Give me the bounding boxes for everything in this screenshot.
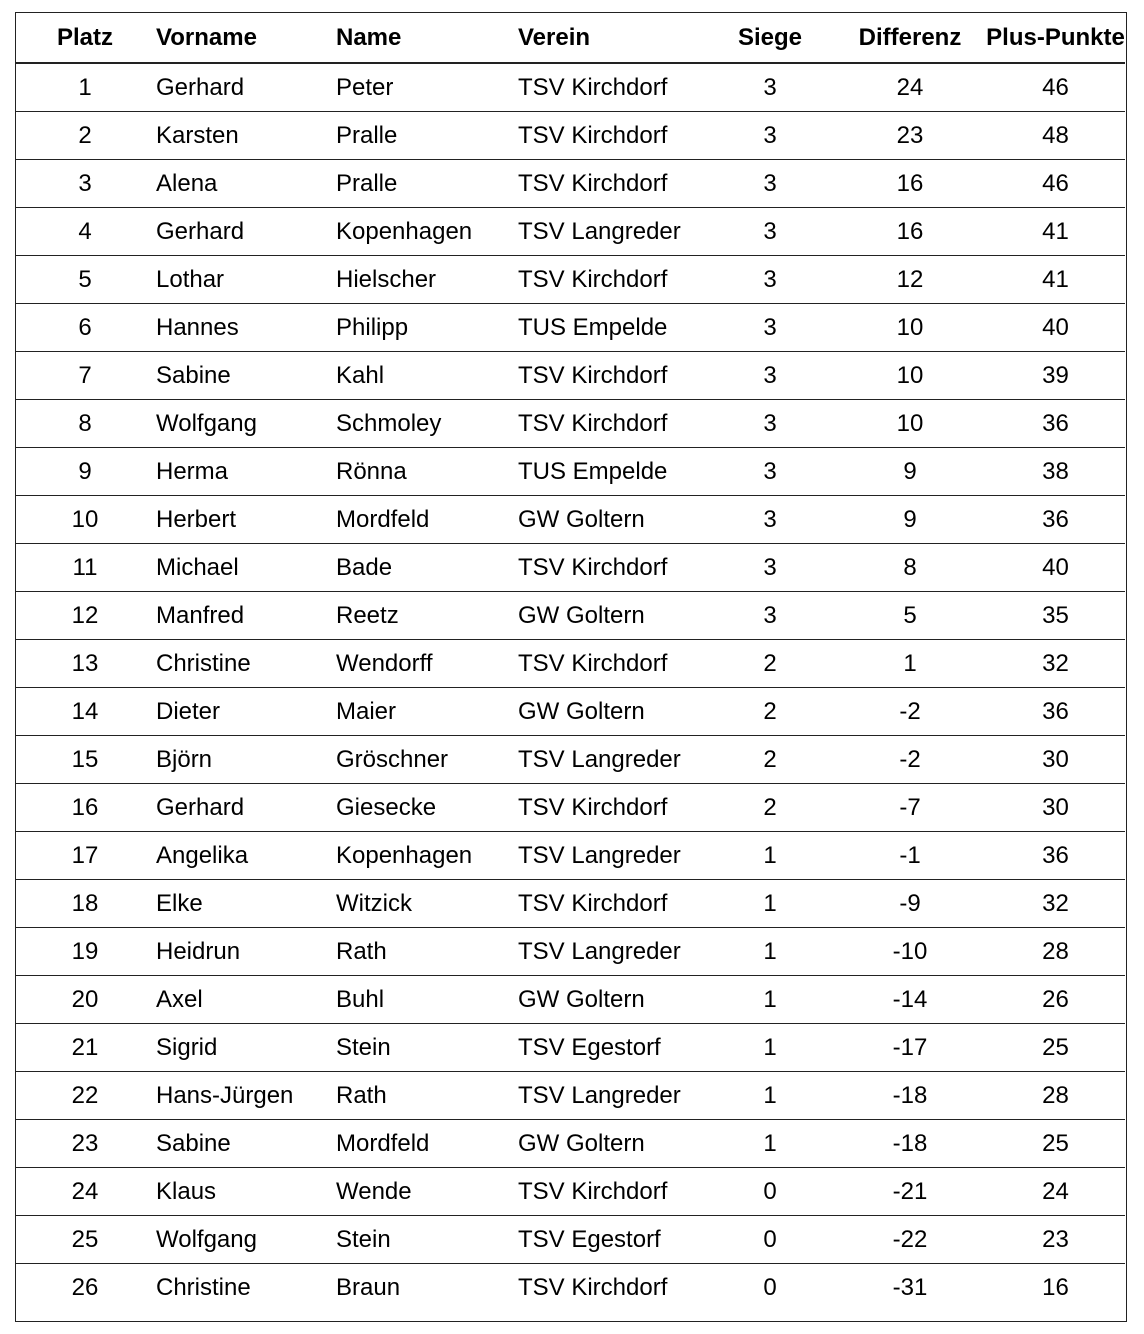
cell-verein: TSV Kirchdorf bbox=[518, 400, 706, 448]
cell-vorname: Alena bbox=[154, 160, 336, 208]
cell-differenz: 10 bbox=[834, 400, 986, 448]
cell-name: Bade bbox=[336, 544, 518, 592]
cell-siege: 1 bbox=[706, 928, 834, 976]
cell-differenz: 23 bbox=[834, 112, 986, 160]
cell-platz: 5 bbox=[16, 256, 154, 304]
cell-differenz: 9 bbox=[834, 496, 986, 544]
cell-name: Kopenhagen bbox=[336, 208, 518, 256]
header-vorname: Vorname bbox=[154, 13, 336, 63]
cell-siege: 3 bbox=[706, 256, 834, 304]
cell-verein: TSV Langreder bbox=[518, 928, 706, 976]
cell-differenz: 1 bbox=[834, 640, 986, 688]
standings-sheet bbox=[15, 12, 1127, 1322]
cell-platz: 23 bbox=[16, 1120, 154, 1168]
table-body bbox=[16, 63, 1125, 1311]
cell-verein: TUS Empelde bbox=[518, 304, 706, 352]
cell-verein: GW Goltern bbox=[518, 592, 706, 640]
cell-siege: 3 bbox=[706, 160, 834, 208]
header-plus-punkte: Plus-Punkte bbox=[986, 13, 1125, 63]
cell-verein: TSV Langreder bbox=[518, 736, 706, 784]
cell-verein: TSV Kirchdorf bbox=[518, 1273, 668, 1301]
cell-vorname: Gerhard bbox=[154, 208, 336, 256]
cell-name: Buhl bbox=[336, 976, 518, 1024]
cell-plus-punkte: 41 bbox=[986, 208, 1125, 256]
cell-differenz: 8 bbox=[834, 544, 986, 592]
cell-verein: GW Goltern bbox=[518, 976, 706, 1024]
cell-name: Mordfeld bbox=[336, 1120, 518, 1168]
cell-name: Wende bbox=[336, 1168, 518, 1216]
cell-siege: 2 bbox=[706, 640, 834, 688]
cell-platz: 26 bbox=[71, 1273, 99, 1301]
cell-verein: TSV Kirchdorf bbox=[518, 352, 706, 400]
table-row bbox=[16, 880, 1125, 928]
table-row bbox=[16, 1168, 1125, 1216]
cell-platz: 15 bbox=[16, 736, 154, 784]
cell-vorname: Herma bbox=[154, 448, 336, 496]
cell-verein: TSV Kirchdorf bbox=[518, 640, 706, 688]
cell-platz: 25 bbox=[16, 1216, 154, 1264]
cell-verein: TSV Langreder bbox=[518, 832, 706, 880]
cell-verein: TUS Empelde bbox=[518, 448, 706, 496]
cell-plus-punkte: 16 bbox=[1042, 1273, 1069, 1301]
cell-differenz: -2 bbox=[834, 736, 986, 784]
cell-plus-punkte: 40 bbox=[986, 544, 1125, 592]
cell-platz: 10 bbox=[16, 496, 154, 544]
cell-plus-punkte: 24 bbox=[986, 1168, 1125, 1216]
cell-plus-punkte: 32 bbox=[986, 880, 1125, 928]
cell-differenz: 24 bbox=[834, 63, 986, 112]
cell-name: Gröschner bbox=[336, 736, 518, 784]
cell-siege: 3 bbox=[706, 496, 834, 544]
cell-name: Pralle bbox=[336, 112, 518, 160]
cell-differenz: 10 bbox=[834, 352, 986, 400]
cell-plus-punkte: 35 bbox=[986, 592, 1125, 640]
cell-differenz: 9 bbox=[834, 448, 986, 496]
cell-platz: 16 bbox=[16, 784, 154, 832]
cell-platz: 2 bbox=[16, 112, 154, 160]
cell-verein: GW Goltern bbox=[518, 1120, 706, 1168]
table-row bbox=[16, 400, 1125, 448]
cell-verein: TSV Egestorf bbox=[518, 1024, 706, 1072]
cell-platz: 7 bbox=[16, 352, 154, 400]
table-row bbox=[16, 976, 1125, 1024]
cell-platz: 1 bbox=[16, 63, 154, 112]
cell-plus-punkte: 36 bbox=[986, 400, 1125, 448]
cell-platz: 3 bbox=[16, 160, 154, 208]
cell-name: Pralle bbox=[336, 160, 518, 208]
table-row bbox=[16, 640, 1125, 688]
cell-vorname: Dieter bbox=[154, 688, 336, 736]
cell-verein: TSV Kirchdorf bbox=[518, 1168, 706, 1216]
table-row bbox=[16, 784, 1125, 832]
cell-verein: TSV Kirchdorf bbox=[518, 256, 706, 304]
cell-vorname: Hans-Jürgen bbox=[154, 1072, 336, 1120]
cell-name: Rath bbox=[336, 928, 518, 976]
cell-siege: 1 bbox=[706, 880, 834, 928]
cell-platz: 24 bbox=[16, 1168, 154, 1216]
cell-vorname: Gerhard bbox=[154, 63, 336, 112]
cell-platz: 9 bbox=[16, 448, 154, 496]
table-row bbox=[16, 160, 1125, 208]
cell-siege: 1 bbox=[706, 1072, 834, 1120]
cell-siege: 3 bbox=[706, 63, 834, 112]
cell-plus-punkte: 36 bbox=[986, 496, 1125, 544]
cell-differenz: -18 bbox=[834, 1120, 986, 1168]
cell-name: Kahl bbox=[336, 352, 518, 400]
cell-siege: 1 bbox=[706, 832, 834, 880]
cell-siege: 3 bbox=[706, 400, 834, 448]
cell-siege: 0 bbox=[706, 1168, 834, 1216]
header-verein: Verein bbox=[518, 13, 706, 63]
cell-name: Rönna bbox=[336, 448, 518, 496]
cell-vorname: Lothar bbox=[154, 256, 336, 304]
cell-name: Stein bbox=[336, 1216, 518, 1264]
cell-platz: 21 bbox=[16, 1024, 154, 1072]
cell-verein: TSV Kirchdorf bbox=[518, 880, 706, 928]
cell-verein: TSV Egestorf bbox=[518, 1216, 706, 1264]
cell-vorname: Axel bbox=[154, 976, 336, 1024]
cell-siege: 2 bbox=[706, 784, 834, 832]
cell-name: Wendorff bbox=[336, 640, 518, 688]
cell-platz: 18 bbox=[16, 880, 154, 928]
cell-vorname: Christine bbox=[154, 640, 336, 688]
cell-plus-punkte: 39 bbox=[986, 352, 1125, 400]
cell-plus-punkte: 26 bbox=[986, 976, 1125, 1024]
cell-siege: 3 bbox=[706, 352, 834, 400]
cell-plus-punkte: 38 bbox=[986, 448, 1125, 496]
table-row bbox=[16, 208, 1125, 256]
cell-siege: 0 bbox=[706, 1216, 834, 1264]
cell-differenz: -17 bbox=[834, 1024, 986, 1072]
cell-name: Philipp bbox=[336, 304, 518, 352]
cell-platz: 6 bbox=[16, 304, 154, 352]
cell-plus-punkte: 36 bbox=[986, 688, 1125, 736]
table-row bbox=[16, 496, 1125, 544]
header-row bbox=[16, 13, 1125, 63]
cell-differenz: 16 bbox=[834, 160, 986, 208]
cell-siege: 3 bbox=[706, 544, 834, 592]
cell-siege: 1 bbox=[706, 1024, 834, 1072]
cell-vorname: Angelika bbox=[154, 832, 336, 880]
table-row bbox=[16, 63, 1125, 112]
cell-platz: 19 bbox=[16, 928, 154, 976]
cell-differenz: -9 bbox=[834, 880, 986, 928]
cell-platz: 20 bbox=[16, 976, 154, 1024]
table-row bbox=[16, 736, 1125, 784]
cell-differenz: -7 bbox=[834, 784, 986, 832]
cell-vorname: Klaus bbox=[154, 1168, 336, 1216]
table-row bbox=[16, 832, 1125, 880]
cell-plus-punkte: 28 bbox=[986, 928, 1125, 976]
cell-vorname: Björn bbox=[154, 736, 336, 784]
cell-plus-punkte: 25 bbox=[986, 1120, 1125, 1168]
cell-differenz: -10 bbox=[834, 928, 986, 976]
cell-vorname: Sabine bbox=[154, 1120, 336, 1168]
cell-name: Rath bbox=[336, 1072, 518, 1120]
header-platz: Platz bbox=[16, 13, 154, 63]
cell-vorname: Gerhard bbox=[154, 784, 336, 832]
cell-differenz: -1 bbox=[834, 832, 986, 880]
table-row bbox=[16, 112, 1125, 160]
cell-plus-punkte: 46 bbox=[986, 160, 1125, 208]
cell-differenz: 12 bbox=[834, 256, 986, 304]
cell-vorname: Herbert bbox=[154, 496, 336, 544]
cell-differenz: -22 bbox=[834, 1216, 986, 1264]
cell-vorname: Manfred bbox=[154, 592, 336, 640]
table-row bbox=[16, 1024, 1125, 1072]
cell-plus-punkte: 36 bbox=[986, 832, 1125, 880]
cell-name: Witzick bbox=[336, 880, 518, 928]
cell-vorname: Michael bbox=[154, 544, 336, 592]
cell-verein: TSV Kirchdorf bbox=[518, 63, 706, 112]
cell-siege: 2 bbox=[706, 688, 834, 736]
cell-vorname: Wolfgang bbox=[154, 1216, 336, 1264]
cell-platz: 12 bbox=[16, 592, 154, 640]
cell-name: Mordfeld bbox=[336, 496, 518, 544]
cell-name: Hielscher bbox=[336, 256, 518, 304]
header-differenz: Differenz bbox=[834, 13, 986, 63]
table-row bbox=[16, 352, 1125, 400]
cell-plus-punkte: 40 bbox=[986, 304, 1125, 352]
cell-verein: TSV Kirchdorf bbox=[518, 112, 706, 160]
cell-name: Schmoley bbox=[336, 400, 518, 448]
cell-plus-punkte: 23 bbox=[986, 1216, 1125, 1264]
cell-verein: TSV Langreder bbox=[518, 1072, 706, 1120]
table-row bbox=[16, 448, 1125, 496]
cell-name: Stein bbox=[336, 1024, 518, 1072]
cell-platz: 22 bbox=[16, 1072, 154, 1120]
cell-differenz: 16 bbox=[834, 208, 986, 256]
cell-vorname: Heidrun bbox=[154, 928, 336, 976]
cell-differenz: -18 bbox=[834, 1072, 986, 1120]
cell-siege: 3 bbox=[706, 448, 834, 496]
cell-vorname: Wolfgang bbox=[154, 400, 336, 448]
cell-plus-punkte: 48 bbox=[986, 112, 1125, 160]
cell-plus-punkte: 25 bbox=[986, 1024, 1125, 1072]
cell-differenz: 10 bbox=[834, 304, 986, 352]
cell-name: Giesecke bbox=[336, 784, 518, 832]
cell-siege: 2 bbox=[706, 736, 834, 784]
cell-verein: GW Goltern bbox=[518, 688, 706, 736]
table-row bbox=[16, 304, 1125, 352]
cell-name: Braun bbox=[336, 1273, 401, 1301]
cell-plus-punkte: 30 bbox=[986, 784, 1125, 832]
cell-siege: 0 bbox=[763, 1273, 777, 1301]
cell-differenz: -14 bbox=[834, 976, 986, 1024]
cell-vorname: Karsten bbox=[154, 112, 336, 160]
cell-verein: TSV Langreder bbox=[518, 208, 706, 256]
cell-platz: 8 bbox=[16, 400, 154, 448]
table-row bbox=[16, 544, 1125, 592]
cell-siege: 1 bbox=[706, 1120, 834, 1168]
cell-vorname: Elke bbox=[154, 880, 336, 928]
cell-verein: TSV Kirchdorf bbox=[518, 784, 706, 832]
header-siege: Siege bbox=[706, 13, 834, 63]
header-name: Name bbox=[336, 13, 518, 63]
standings-table bbox=[16, 13, 1125, 1311]
cell-plus-punkte: 46 bbox=[986, 63, 1125, 112]
cell-siege: 3 bbox=[706, 112, 834, 160]
cell-differenz: -31 bbox=[892, 1273, 928, 1301]
cell-vorname: Hannes bbox=[154, 304, 336, 352]
cell-platz: 4 bbox=[16, 208, 154, 256]
cell-vorname: Christine bbox=[156, 1273, 251, 1301]
cell-differenz: 5 bbox=[834, 592, 986, 640]
cell-plus-punkte: 32 bbox=[986, 640, 1125, 688]
table-row bbox=[16, 1264, 1125, 1312]
table-row bbox=[16, 1072, 1125, 1120]
cell-name: Peter bbox=[336, 63, 518, 112]
cell-name: Reetz bbox=[336, 592, 518, 640]
cell-verein: GW Goltern bbox=[518, 496, 706, 544]
cell-verein: TSV Kirchdorf bbox=[518, 160, 706, 208]
cell-name: Maier bbox=[336, 688, 518, 736]
cell-platz: 11 bbox=[16, 544, 154, 592]
cell-vorname: Sabine bbox=[154, 352, 336, 400]
cell-siege: 3 bbox=[706, 208, 834, 256]
cell-vorname: Sigrid bbox=[154, 1024, 336, 1072]
cell-siege: 3 bbox=[706, 304, 834, 352]
cell-siege: 1 bbox=[706, 976, 834, 1024]
table-row bbox=[16, 688, 1125, 736]
table-row bbox=[16, 256, 1125, 304]
cell-platz: 17 bbox=[16, 832, 154, 880]
cell-plus-punkte: 30 bbox=[986, 736, 1125, 784]
cell-verein: TSV Kirchdorf bbox=[518, 544, 706, 592]
cell-plus-punkte: 28 bbox=[986, 1072, 1125, 1120]
cell-name: Kopenhagen bbox=[336, 832, 518, 880]
cell-platz: 13 bbox=[16, 640, 154, 688]
cell-siege: 3 bbox=[706, 592, 834, 640]
cell-differenz: -2 bbox=[834, 688, 986, 736]
table-row bbox=[16, 592, 1125, 640]
table-row bbox=[16, 1216, 1125, 1264]
cell-plus-punkte: 41 bbox=[986, 256, 1125, 304]
table-row bbox=[16, 1120, 1125, 1168]
cell-differenz: -21 bbox=[834, 1168, 986, 1216]
table-row bbox=[16, 928, 1125, 976]
cell-platz: 14 bbox=[16, 688, 154, 736]
